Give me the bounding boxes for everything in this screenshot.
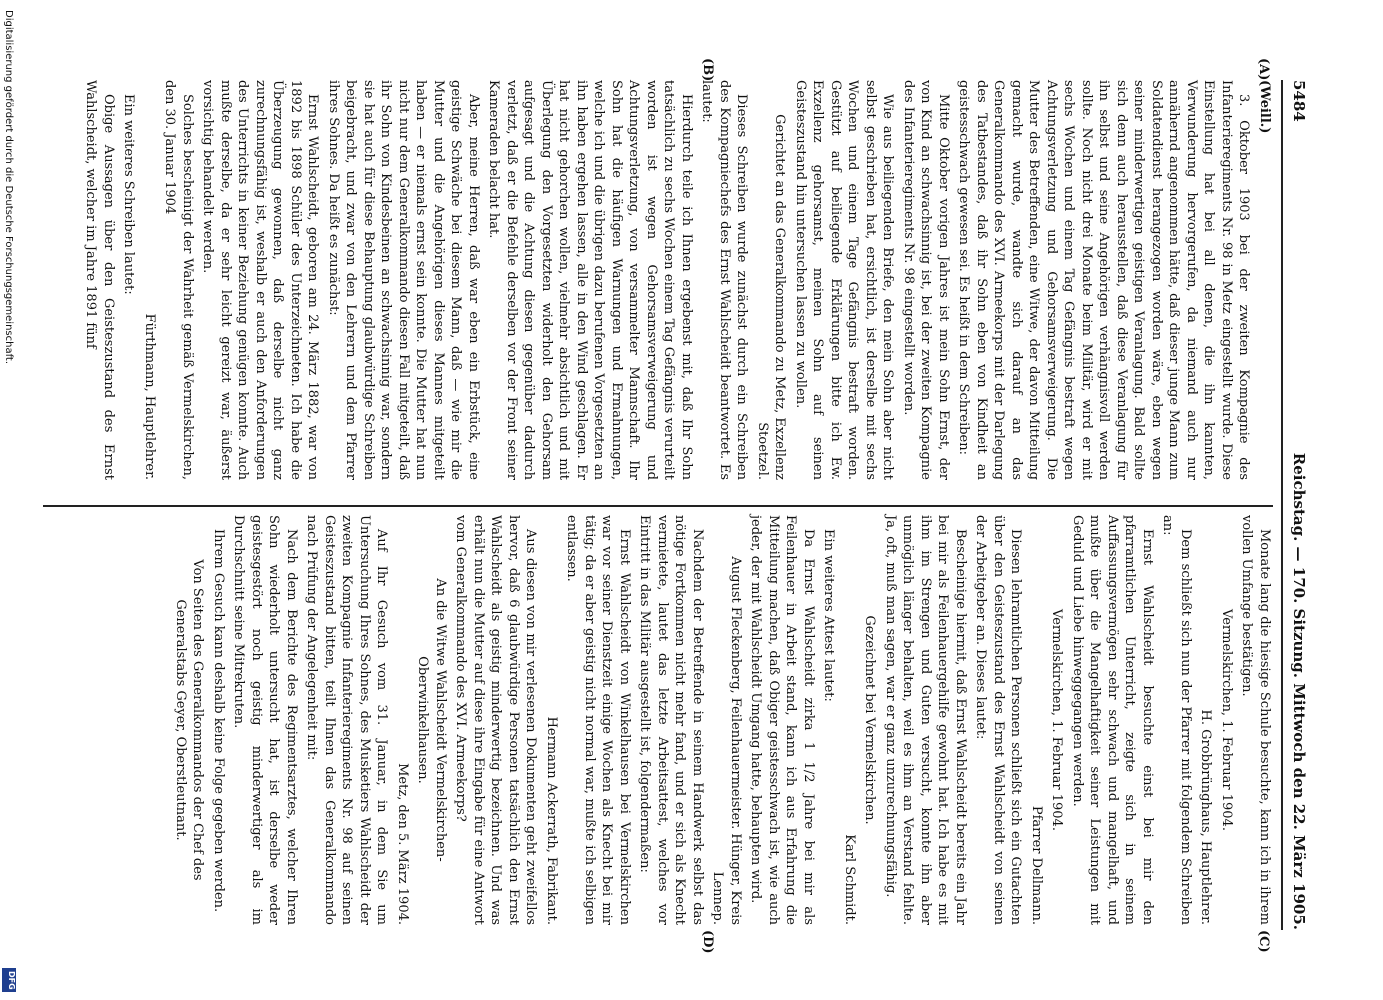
signature: Von Seiten des Generalkommandos der Chef des Generalstabs Geyer, Oberstleutnant.	[173, 559, 206, 881]
paragraph: Mitte Oktober vorigen Jahres ist mein Sohn Ernst, der von Kind an schwachsinnig ist, bei der zweiten Kompagnie des Infanterieregiments Nr. 98 eingestellt worden.	[901, 80, 951, 480]
paragraph: Bescheinige hiermit, daß Ernst Wahlscheidt bereits ein Jahr bei mir als Feilenhauergehilfe gewohnt hat. Ich habe es mit ihm im Strengen und Guten versucht, konnte ihn aber unmöglich länger behalten, weil es ihm an Verstand fehlte. Ja, oft, muß man sagen, war er ganz unzurechnungsfähig.	[883, 515, 968, 925]
margin-mark-a: (A)	[1256, 58, 1271, 81]
margin-mark-c: (C)	[1256, 930, 1271, 953]
page-title: Reichstag. — 170. Sitzung. Mittwoch den 22. März 1905.	[1290, 452, 1308, 930]
paragraph: Obige Aussagen über den Geisteszustand des Ernst Wahlscheidt, welcher im Jahre 1891 fünf	[83, 80, 116, 480]
paragraph: Da Ernst Wahlscheidt zirka 1 1/2 Jahre bei mir als Feilenhauer in Arbeit stand, kann ich aus Erfahrung die Mitteilung machen, daß Obiger geistesschwach ist, wie auch jeder, der mit Wahlscheidt Umgang hatte, behaupten wird.	[748, 515, 816, 925]
signature: August Fleckenberg, Feilenhauermeister. Hünger, Kreis Lennep.	[710, 556, 743, 925]
paragraph: Ein weiteres Attest lautet:	[821, 529, 837, 702]
paragraph: Dieses Schreiben wurde zunächst durch ein Schreiben des Kompagniechefs des Ernst Wahlscheidt beantwortet. Es lautet:	[699, 80, 750, 480]
paragraph: Aus diesen von mir verlesenen Dokumenten geht zweifellos hervor, daß 6 glaubwürdige Personen tatsächlich den Ernst Wahlscheidt als geistig minderwertig bezeichnen. Und was erhält nun die Mutter auf diese ihre Eingabe für eine Antwort vom Generalkommando des XVI. Armeekorps?	[453, 515, 539, 925]
column-divider	[43, 505, 1273, 507]
signature: Pfarrer Dellmann.	[1029, 805, 1044, 925]
margin-mark-d: (D)	[700, 930, 715, 954]
paragraph: Ein weiteres Schreiben lautet:	[121, 94, 137, 295]
dateline: Gezeichnet bei Vermelskirchen.	[862, 615, 878, 825]
signature: H. Grobbrünghaus, Hauptlehrer.	[1198, 709, 1214, 925]
dateline: Vermelskirchen, 1. Februar 1904.	[1219, 609, 1234, 831]
dfg-logo: DFG	[2, 968, 16, 992]
paragraph: Nach dem Berichte des Regimentsarztes, welcher Ihren Sohn wiederholt untersucht hat, ist derselbe weder geistesgestört noch geistig minderwertiger als im Durchschnitt seine Mitrekruten.	[231, 515, 299, 925]
address: An die Witwe Wahlscheidt Vermelskirchen-Oberwinkelhausen.	[415, 578, 448, 862]
margin-mark-b: (B)	[700, 58, 715, 82]
header-rule	[1281, 80, 1283, 930]
paragraph: Auf Ihr Gesuch vom 31. Januar, in dem Sie um Untersuchung Ihres Sohnes, des Musketiers Wahlscheidt der zweiten Kompagnie Infanterieregiments Nr. 98 auf seinen Geisteszustand bitten, teilt Ihnen das Generalkommando nach Prüfung der Angelegenheit mit:	[304, 515, 390, 925]
paragraph: Ernst Wahlscheidt besuchte einst bei mir den pfarramtlichen Unterricht, zeigte sich in seinem Auffassungsvermögen sehr schwach und mangelhaft, und mußte über die Mangelhaftigkeit seiner Leistungen mit Geduld und Liebe hinweggegangen werden.	[1070, 515, 1155, 925]
left-column	[79, 80, 1273, 480]
paragraph: Diesen lehramtlichen Personen schließt sich ein Gutachten über den Geisteszustand des Ernst Wahlscheidt von seinen der Arbeitgeber an. Dieses lautet:	[973, 515, 1024, 925]
paragraph: Ernst Wahlscheidt von Winkelhausen bei Vermelskirchen war vor seiner Dienstzeit einige Wochen als Knecht bei mir tätig; da er aber geistig nicht normal war, mußte ich selbigen entlassen.	[564, 515, 632, 925]
speaker-label: (Weill.)	[1257, 80, 1272, 134]
paragraph: Dem schließt sich nun der Pfarrer mit folgendem Schreiben an:	[1160, 515, 1193, 925]
paragraph: Gerichtet an das Generalkommando zu Metz, Exzellenz Stoetzel.	[755, 114, 788, 480]
page-header	[1286, 80, 1308, 930]
paragraph: Aber, meine Herren, daß war eben ein Erbstück, eine geistige Schwäche bei diesem Mann, daß — wie mir die Mutter und die Angehörigen dieses Mannes mitgeteilt haben — er niemals ernst sein konnte. Die Mutter hat nun nicht nur dem Generalkommando diesen Fall mitgeteilt, daß ihr Sohn von Kindesbeinen an schwachsinnig war, sondern sie hat auch für diese Behauptung glaubwürdige Schreiben beigebracht, und zwar von den Lehrern und dem Pfarrer ihres Sohnes. Da heißt es zunächst:	[326, 80, 481, 480]
paragraph: Monate lang die hiesige Schule besuchte, kann ich in ihrem vollen Umfange bestätigen.	[1239, 515, 1272, 925]
digitization-footer	[0, 0, 16, 1000]
paragraph: Solches bescheinigt der Wahrheit gemäß Vermelskirchen, den 30. Januar 1904	[162, 80, 195, 480]
dateline: Vermelskirchen, 1. Februar 1904.	[1049, 609, 1065, 831]
paragraph: Wie aus beiliegenden Briefe, den mein Sohn aber nicht selbst geschrieben hat, ersichtlich, ist derselbe mit sechs Wochen und einem Tage Gefängnis bestraft worden. Gestützt auf beiliegende Erklärungen bitte ich Ew. Exzellenz gehorsamst, meinen Sohn auf seinen Geisteszustand hin untersuchen lassen zu wollen.	[793, 80, 896, 480]
footer-text: Digitalisierung gefördert durch die Deutsche Forschungsgemeinschaft.	[3, 10, 14, 365]
signature: Karl Schmidt.	[842, 834, 857, 925]
paragraph: 3. Oktober 1903 bei der zweiten Kompagnie des Infanterieregiments Nr. 98 in Metz eingestellt wurde. Diese Einstellung hat bei all denen, die ihn kannten, Verwunderung hervorgerufen, da niemand auch nur annähernd angenommen hätte, daß dieser junge Mann zum Soldatendienst herangezogen worden wäre, eben wegen seiner minderwertigen geistigen Veranlagung. Bald sollte sich denn auch herausstellen, daß diese Veranlagung für ihn selbst und seine Angehörigen verhängnisvoll werden sollte. Noch nicht drei Monate beim Militär, wird er mit sechs Wochen und einem Tag Gefängnis bestraft wegen Achtungsverletzung und Gehorsamsverweigerung. Die Mutter des Betreffenden, eine Witwe, der davon Mitteilung gemacht wurde, wandte sich darauf an das Generalkommando des XVI. Armeekorps mit der Darlegung des Tatbestandes, daß ihr Sohn eben von Kindheit an geistesschwach gewesen sei. Es heißt in dem Schreiben:	[956, 80, 1252, 480]
signature: Hermann Ackerrath, Fabrikant.	[544, 716, 559, 925]
right-column	[169, 515, 1274, 925]
paragraph: Ernst Wahlscheidt, geboren am 24. März 1882, war von 1892 bis 1898 Schüler des Unterzeichneten. Ich habe die Überzeugung gewonnen, daß derselbe nicht ganz zurechnungsfähig ist, weshalb er auch den Anforderungen des Unterrichts in keiner Beziehung genügen konnte. Auch mußte derselbe, da er sehr leicht gereizt war, äußerst vorsichtig behandelt werden.	[200, 80, 321, 480]
paragraph: Nachdem der Betreffende in seinem Handwerk selbst das nötige Fortkommen nicht mehr fand, und er sich als Knecht vermietete, lautet das letzte Arbeitsattest, welches vor Eintritt in das Militär ausgestellt ist, folgendermaßen:	[637, 515, 705, 925]
signature: Fürthmann, Hauptlehrer.	[142, 313, 157, 480]
paragraph: Hierdurch teile ich Ihnen ergebenst mit, daß Ihr Sohn tatsächlich zu sechs Wochen einem Tag Gefängnis verurteilt worden ist wegen Gehorsamsverweigerung und Achtungsverletzung, von versammelter Mannschaft. Ihr Sohn hat die häufigen Warnungen und Ermahnungen, welche ich und die übrigen dazu berufenen Vorgesetzten an ihn haben ergehen lassen, alle in den Wind geschlagen. Er hat nicht gehorchen wollen, vielmehr absichtlich und mit Überlegung den Vorgesetzten widerholt den Gehorsam aufgesagt und die Achtung diesen gegenüber dadurch verletzt, daß er die Befehle derselben vor der Front seiner Kameraden belacht hat.	[486, 80, 694, 480]
dateline: Metz, den 5. März 1904.	[395, 763, 410, 925]
paragraph: Ihrem Gesuch kann deshalb keine Folge gegeben werden.	[211, 529, 226, 913]
page-number: 5484	[1290, 80, 1308, 122]
